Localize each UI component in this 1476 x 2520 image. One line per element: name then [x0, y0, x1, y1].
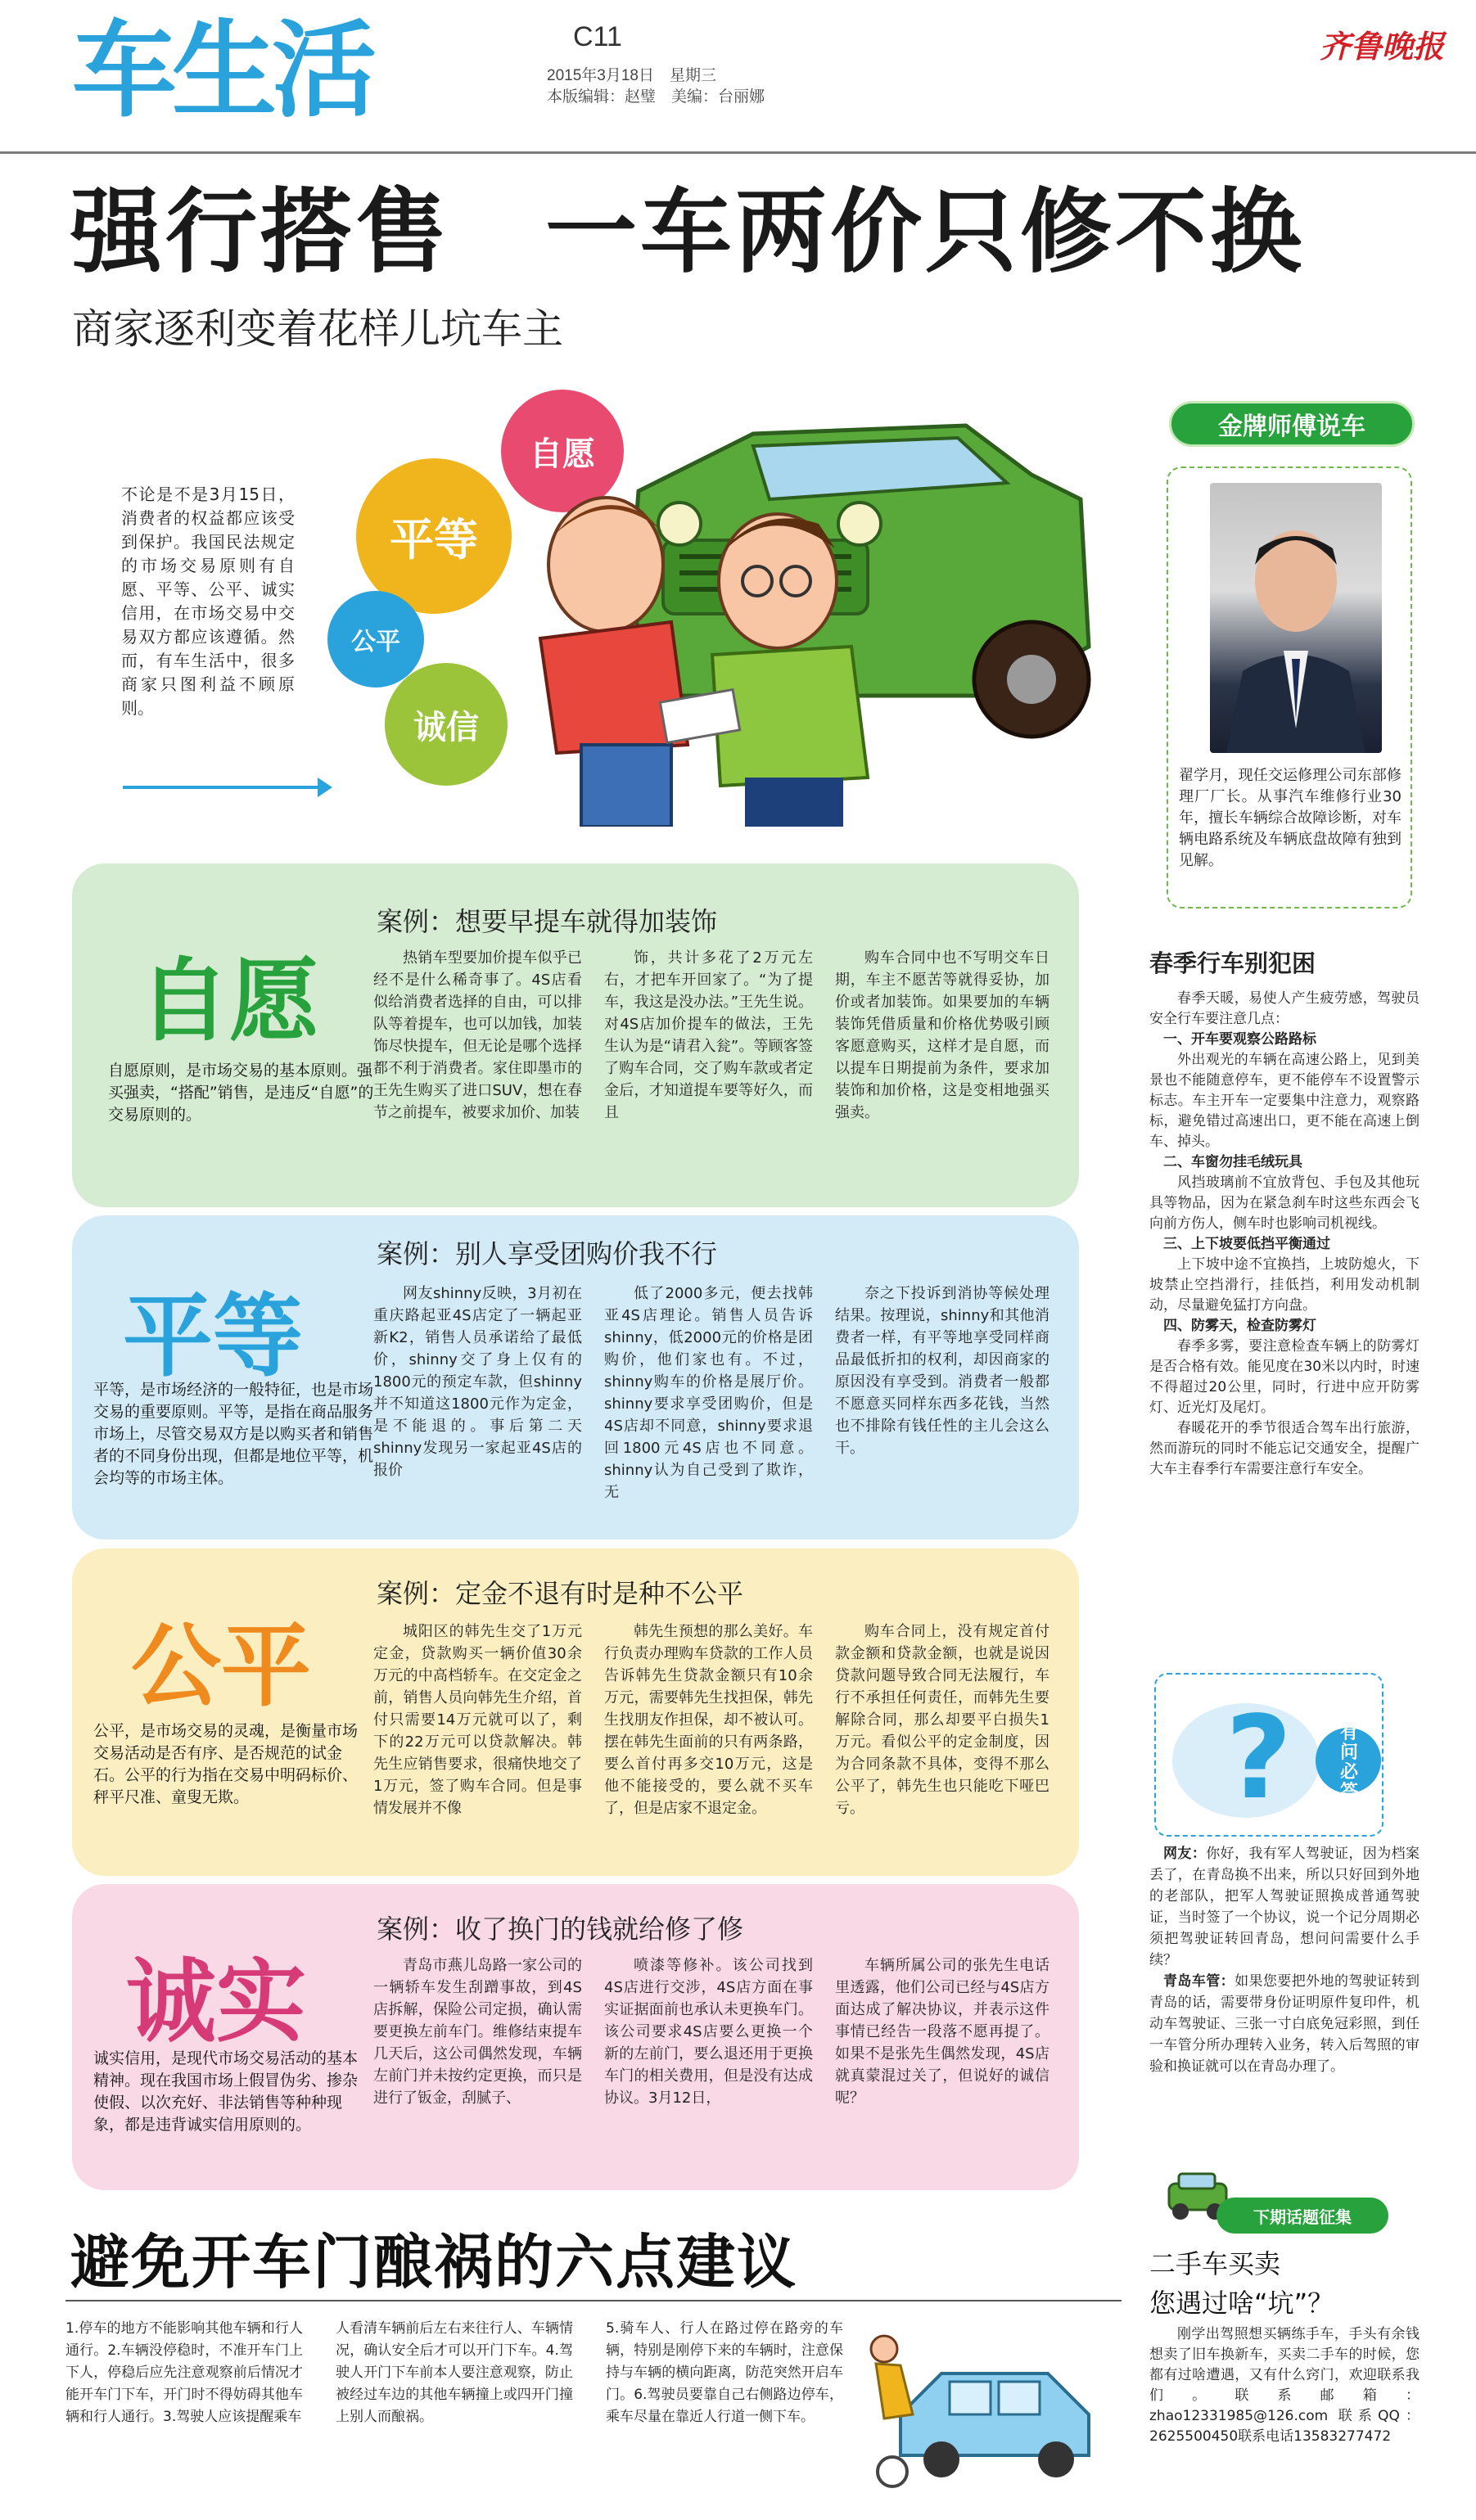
bubble-pingdeng: 平等 — [356, 458, 512, 614]
spring-point-text: 上下坡中途不宜换挡，上坡防熄火，下坡禁止空挡滑行，挂低挡，利用发动机制动，尽量避免猛打方向盘。 — [1149, 1256, 1420, 1314]
qa-badge-box — [1154, 1673, 1383, 1837]
bottom-rule — [65, 2300, 1122, 2301]
next-topic-title-line2: 您遇过啥“坑”？ — [1149, 2288, 1334, 2319]
spring-outro: 春暖花开的季节很适合驾车出行旅游，然而游玩的同时不能忘记交通安全，提醒广大车主春季行车需要注意行车安全。 — [1149, 1420, 1420, 1477]
car-icon — [630, 426, 1089, 737]
car-icon — [900, 2373, 1089, 2477]
qa-question-label: 网友： — [1163, 1846, 1207, 1862]
spring-point-text: 风挡玻璃前不宜放背包、手包及其他玩具等物品，因为在紧急刹车时这些东西会飞向前方伤人，侧车时也影响司机视线。 — [1149, 1174, 1420, 1232]
door-accident-illustration — [868, 2316, 1113, 2496]
svg-text:?: ? — [1225, 1692, 1293, 1825]
spring-point-text: 春季多雾，要注意检查车辆上的防雾灯是否合格有效。能见度在30米以内时，时速不得超过20公里，同时，行进中应开防雾灯、近光灯及尾灯。 — [1149, 1338, 1420, 1416]
car-deal-illustration — [508, 401, 1113, 827]
arrow-icon — [123, 786, 327, 789]
header-rule — [0, 151, 1476, 154]
panel-title: 自愿 — [139, 949, 319, 1053]
headline: 强行搭售 一车两价只修不换 — [70, 179, 1305, 286]
spring-point-heading: 四、防雾天，检查防雾灯 — [1163, 1318, 1316, 1334]
spring-point-heading: 三、上下坡要低挡平衡通过 — [1163, 1236, 1330, 1252]
qa-answer: 如果您要把外地的驾驶证转到青岛的话，需要带身份证明原件复印件，机动车驾驶证、三张一寸白底免冠彩照，到任一车管分所办理转入业务，转入后驾照的审验和换证就可以在青岛办理了。 — [1149, 1973, 1420, 2075]
paper-logo: 齐鲁晚报 — [1320, 28, 1445, 65]
next-topic-title — [1149, 2244, 1334, 2323]
qa-tag: 有问必答 — [1339, 1723, 1358, 1802]
panel-definition: 自愿原则，是市场交易的基本原则。强买强卖，“搭配”销售，是违反“自愿”的交易原则的。 — [108, 1062, 374, 1124]
editor-credit: 本版编辑：赵璧 美编：台丽娜 — [547, 88, 765, 106]
panel-definition: 诚实信用，是现代市场交易活动的基本精神。现在我国市场上假冒伪劣、掺杂使假、以次充好、非法销售等种种现象，都是违背诚实信用原则的。 — [93, 2049, 359, 2134]
qa-content — [1149, 1843, 1420, 2077]
panel-col-2: 韩先生预想的那么美好。车行负责办理购车贷款的工作人员告诉韩先生贷款金额只有10余万元，需要韩先生找担保，韩先生找朋友作担保，却不被认可。摆在韩先生面前的只有两条路，要么首付再多交10万元，这是他不能接受的，要么就不买车了，但是店家不退定金。 — [604, 1623, 813, 1817]
column-badge: 金牌师傅说车 — [1169, 401, 1415, 447]
issue-meta — [547, 65, 765, 108]
panel-col-2: 低了2000多元，便去找韩亚4S店理论。销售人员告诉shinny，低2000元的价格是团购价，他们家也有。不过，shinny购车的价格是展厅价。shinny要求享受团购价，但是4S店却不同意，shinny要求退回1800元4S店也不同意。shinny认为自己受到了欺诈，无 — [604, 1285, 813, 1501]
qa-answer-label: 青岛车管： — [1163, 1973, 1235, 1990]
panel-col-3: 购车合同中也不写明交车日期，车主不愿苦等就得妥协，加价或者加装饰。如果要加的车辆装饰凭借质量和价格优势吸引顾客愿意购买，这样才是自愿，而以提车日期提前为条件，要求加装饰和加价格，这是变相地强买强卖。 — [835, 949, 1049, 1121]
panel-col-3: 奈之下投诉到消协等候处理结果。按理说，shinny和其他消费者一样，有平等地享受同样商品最低折扣的权利，却因商家的原因没有享受到。消费者一般都不愿意买同样东西多花钱，当然也不排除有钱任性的主儿会这么干。 — [835, 1285, 1049, 1457]
next-topic-title-line1: 二手车买卖 — [1149, 2248, 1281, 2279]
bubble-ziyuan: 自愿 — [501, 390, 624, 512]
tips-col-2: 人看清车辆前后左右来往行人、车辆情况，确认安全后才可以开门下车。4.驾驶人开门下车前本人要注意观察，防止被经过车边的其他车辆撞上或四开门撞上别人而酿祸。 — [336, 2320, 573, 2425]
spring-article — [1149, 989, 1420, 1480]
cyclist-icon — [871, 2336, 913, 2486]
panel-title: 平等 — [123, 1284, 303, 1389]
spring-point-heading: 一、开车要观察公路路标 — [1163, 1031, 1316, 1048]
panel-gongping — [72, 1549, 1079, 1876]
panel-definition: 公平，是市场交易的灵魂，是衡量市场交易活动是否有序、是否规范的试金石。公平的行为指在交易中明码标价、秤平尺准、童叟无欺。 — [93, 1722, 359, 1806]
spring-title: 春季行车别犯困 — [1149, 949, 1316, 977]
next-topic-tag: 下期话题征集 — [1216, 2198, 1388, 2234]
bubble-gongping: 公平 — [327, 591, 424, 687]
panel-col-1: 城阳区的韩先生交了1万元定金，贷款购买一辆价值30余万元的中高档轿车。在交定金之前，销售人员向韩先生介绍，首付只需要14万元就可以了，剩下的22万元可以贷款解决。韩先生应销售要求，很痛快地交了1万元，签了购车合同。但是事情发展并不像 — [373, 1623, 582, 1817]
panel-title: 诚实 — [126, 1950, 306, 2054]
spring-point-text: 外出观光的车辆在高速公路上，见到美景也不能随意停车，更不能停车不设置警示标志。车主开车一定要集中注意力，观察路标，避免错过高速出口，更不能在高速上倒车、掉头。 — [1149, 1052, 1420, 1150]
next-topic-text: 刚学出驾照想买辆练手车，手头有余钱想卖了旧车换新车，买卖二手车的时候，您都有过啥遭遇，又有什么窍门，欢迎联系我们。联系邮箱：zhao12331985@126.com 联系QQ：2625500450联系电话13583277472 — [1149, 2326, 1420, 2445]
panel-ziyuan — [72, 863, 1079, 1207]
bottom-headline: 避免开车门酿祸的六点建议 — [70, 2228, 798, 2297]
panel-col-1: 青岛市燕儿岛路一家公司的一辆轿车发生刮蹭事故，到4S店拆解，保险公司定损，确认需要更换左前车门。维修结束提车几天后，这公司偶然发现，车辆左前门并未按约定更换，而只是进行了钣金，刮腻子、 — [373, 1957, 582, 2107]
panel-case-title: 案例：别人享受团购价我不行 — [377, 1238, 718, 1269]
panel-col-3: 车辆所属公司的张先生电话里透露，他们公司已经与4S店方面达成了解决协议，并表示这件事情已经告一段落不愿再提了。如果不是张先生偶然发现，4S店就真蒙混过关了，但说好的诚信呢？ — [835, 1957, 1049, 2107]
panel-col-3: 购车合同上，没有规定首付款金额和贷款金额，也就是说因贷款问题导致合同无法履行，车行不承担任何责任，而韩先生要解除合同，那么却要平白损失1万元。看似公平的定金制度，因为合同条款不具体，变得不那么公平了，韩先生也只能吃下哑巴亏。 — [835, 1623, 1049, 1817]
panel-col-2: 喷漆等修补。该公司找到4S店进行交涉，4S店方面在事实证据面前也承认未更换车门。该公司要求4S店要么更换一个新的左前门，要么退还用于更换车门的相关费用，但是没有达成协议。3月12日， — [604, 1957, 813, 2107]
panel-pingdeng — [72, 1215, 1079, 1539]
panel-col-1: 热销车型要加价提车似乎已经不是什么稀奇事了。4S店看似给消费者选择的自由，可以排队等着提车，也可以加钱，加装饰尽快提车，但无论是哪个选择都不利于消费者。家住即墨市的王先生购买了进口SUV，想在春节之前提车，被要求加价、加装 — [373, 949, 582, 1121]
panel-chengshi — [72, 1884, 1079, 2190]
subheadline: 商家逐利变着花样儿坑车主 — [72, 305, 563, 353]
panel-case-title: 案例：收了换门的钱就给修了修 — [377, 1914, 744, 1945]
panel-definition: 平等，是市场经济的一般特征，也是市场交易的重要原则。平等，是指在商品服务市场上，尽管交易双方是以购买者和销售者的不同身份出现，但都是地位平等，机会均等的市场主体。 — [93, 1381, 374, 1487]
panel-title: 公平 — [131, 1614, 311, 1719]
tips-col-3: 5.骑车人、行人在路过停在路旁的车辆，特别是刚停下来的车辆时，注意保持与车辆的横向距离，防范突然开启车门。6.驾驶员要靠自己右侧路边停车，乘车尽量在靠近人行道一侧下车。 — [606, 2320, 843, 2425]
issue-date: 2015年3月18日 星期三 — [547, 67, 716, 84]
expert-bio: 翟学月，现任交运修理公司东部修理厂厂长。从事汽车维修行业30年，擅长车辆综合故障诊断，对车辆电路系统及车辆底盘故障有独到见解。 — [1179, 767, 1402, 869]
panel-case-title: 案例：定金不退有时是种不公平 — [377, 1578, 744, 1609]
page-number: C11 — [573, 21, 622, 52]
section-title: 车生活 — [72, 10, 372, 132]
spring-intro: 春季天暖，易使人产生疲劳感，驾驶员安全行车要注意几点： — [1149, 990, 1420, 1027]
panel-col-1: 网友shinny反映，3月初在重庆路起亚4S店定了一辆起亚新K2，销售人员承诺给了最低价，shinny交了身上仅有的1800元的预定车款，但shinny并不知道这1800元作为定金，是不能退的。事后第二天shinny发现另一家起亚4S店的报价 — [373, 1285, 582, 1479]
panel-case-title: 案例：想要早提车就得加装饰 — [377, 906, 718, 937]
bubble-chengxin: 诚信 — [385, 663, 508, 786]
expert-photo — [1210, 483, 1382, 753]
panel-col-2: 饰，共计多花了2万元左右，才把车开回家了。“为了提车，我这是没办法。”王先生说。对4S店加价提车的做法，王先生认为是“请君入瓮”。等顾客签了购车合同，交了购车款或者定金后，才知道提车要等好久，而且 — [604, 949, 813, 1121]
tips-col-1: 1.停车的地方不能影响其他车辆和行人通行。2.车辆没停稳时，不准开车门上下人，停稳后应先注意观察前后情况才能开车门下车，开门时不得妨碍其他车辆和行人通行。3.驾驶人应该提醒乘车 — [65, 2320, 303, 2425]
spring-point-heading: 二、车窗勿挂毛绒玩具 — [1163, 1154, 1302, 1170]
intro-text: 不论是不是3月15日，消费者的权益都应该受到保护。我国民法规定的市场交易原则有自愿、平等、公平、诚实信用，在市场交易中交易双方都应该遵循。然而，有车生活中，很多商家只图利益不顾原则。 — [121, 485, 295, 718]
qa-question: 你好，我有军人驾驶证，因为档案丢了，在青岛换不出来，所以只好回到外地的老部队，把军人驾驶证照换成普通驾驶证，当时签了一个协议，说一个记分周期必须把驾驶证转回青岛，想问问需要什么手续？ — [1149, 1846, 1420, 1968]
